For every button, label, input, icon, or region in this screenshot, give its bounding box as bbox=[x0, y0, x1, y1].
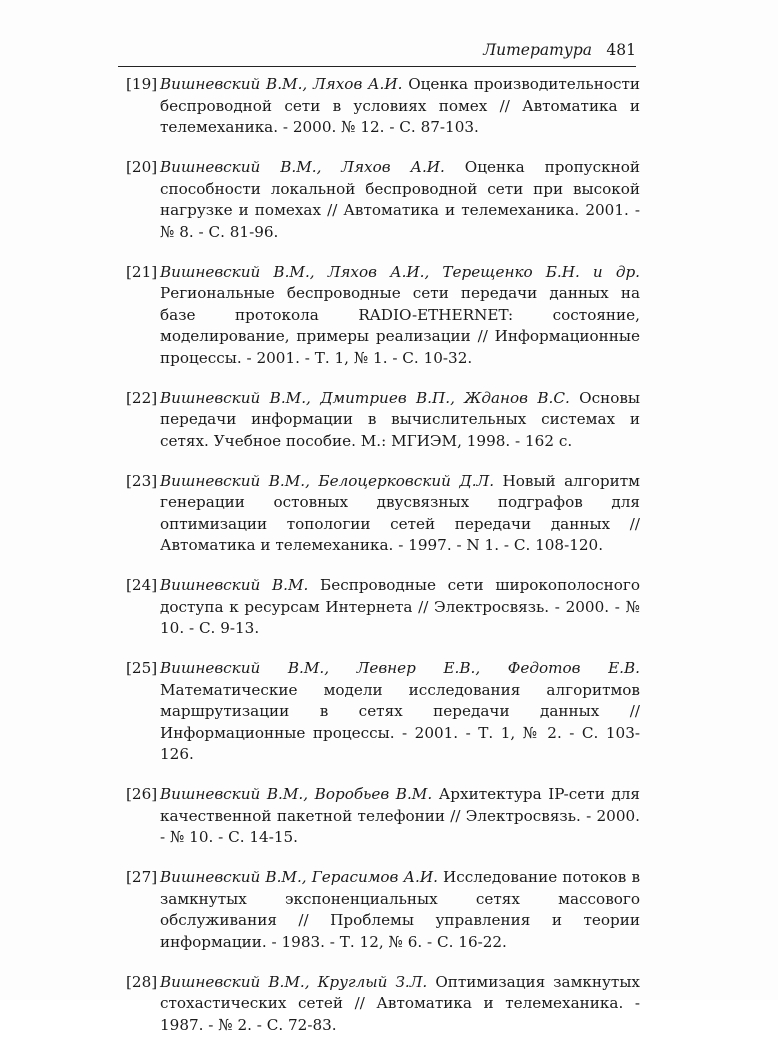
reference-entry bbox=[126, 867, 640, 953]
running-header bbox=[118, 36, 636, 67]
reference-number: [25] bbox=[126, 659, 158, 677]
reference-text: Архитектура IP-сети для качественной пакетной телефонии // Электросвязь. - 2000. - № 10. - С. 14-15. bbox=[160, 785, 640, 846]
reference-text: Основы передачи информации в вычислительных системах и сетях. Учебное пособие. М.: МГИЭМ, 1998. - 162 с. bbox=[160, 388, 640, 450]
reference-number: [26] bbox=[126, 785, 158, 803]
reference-text: Новый алгоритм генерации остовных двусвязных подграфов для оптимизации топологии сетей передачи данных // Автоматика и телемеханика. - 1997. - N 1. - С. 108-120. bbox=[160, 471, 640, 554]
reference-authors: Вишневский В.М., Ляхов А.И., Терещенко Б.Н. и др. bbox=[160, 262, 640, 281]
reference-authors: Вишневский В.М., Ляхов А.И. bbox=[160, 75, 409, 93]
reference-list bbox=[126, 74, 640, 1055]
page-number: 481 bbox=[606, 41, 636, 59]
reference-number: [19] bbox=[126, 75, 158, 93]
reference-authors: Вишневский В.М., Левнер Е.В., Федотов Е.В. bbox=[160, 659, 640, 677]
reference-text: Математические модели исследования алгоритмов маршрутизации в сетях передачи данных // Информационные процессы. - 2001. - Т. 1, № 2. - С. 103-126. bbox=[160, 680, 640, 763]
reference-authors: Вишневский В.М., Ляхов А.И. bbox=[160, 158, 465, 176]
reference-authors: Вишневский В.М. bbox=[160, 576, 321, 594]
running-title: Литература bbox=[483, 41, 592, 59]
reference-entry bbox=[126, 575, 640, 640]
reference-entry bbox=[126, 658, 640, 766]
reference-authors: Вишневский В.М., Герасимов А.И. bbox=[160, 868, 444, 886]
reference-authors: Вишневский В.М., Воробьев В.М. bbox=[160, 785, 439, 803]
reference-number: [22] bbox=[126, 388, 158, 407]
reference-entry bbox=[126, 471, 640, 557]
reference-entry bbox=[126, 262, 640, 370]
reference-authors: Вишневский В.М., Круглый З.Л. bbox=[160, 972, 436, 991]
reference-entry bbox=[126, 388, 640, 453]
reference-number: [21] bbox=[126, 262, 158, 281]
reference-text: Оценка производительности беспроводной сети в условиях помех // Автоматика и телемеханика. - 2000. № 12. - С. 87-103. bbox=[160, 75, 640, 136]
reference-number: [28] bbox=[126, 972, 158, 991]
reference-number: [23] bbox=[126, 471, 158, 490]
reference-authors: Вишневский В.М., Дмитриев В.П., Жданов В.С. bbox=[160, 388, 580, 407]
reference-authors: Вишневский В.М., Белоцерковский Д.Л. bbox=[160, 471, 503, 490]
reference-text: Региональные беспроводные сети передачи данных на базе протокола RADIO-ETHERNET: состояние, моделирование, примеры реализации // Информационные процессы. - 2001. - Т. 1, № 1. - С. 10-32. bbox=[160, 284, 640, 367]
reference-number: [27] bbox=[126, 868, 158, 886]
reference-text: Исследование потоков в замкнутых экспоненциальных сетях массового обслуживания // Проблемы управления и теории информации. - 1983. - Т. 12, № 6. - С. 16-22. bbox=[160, 868, 641, 951]
reference-entry bbox=[126, 157, 640, 243]
reference-entry bbox=[126, 74, 640, 139]
reference-text: Оценка пропускной способности локальной беспроводной сети при высокой нагрузке и помехах // Автоматика и телемеханика. 2001. - № 8. - С. 81-96. bbox=[160, 158, 641, 241]
reference-entry bbox=[126, 784, 640, 849]
reference-text: Оптимизация замкнутых стохастических сетей // Автоматика и телемеханика. - 1987. - № 2. - С. 72-83. bbox=[160, 972, 640, 1034]
reference-entry bbox=[126, 972, 640, 1037]
reference-text: Беспроводные сети широкополосного доступа к ресурсам Интернета // Электросвязь. - 2000. - № 10. - С. 9-13. bbox=[160, 576, 640, 637]
reference-number: [20] bbox=[126, 158, 158, 176]
reference-number: [24] bbox=[126, 576, 158, 594]
